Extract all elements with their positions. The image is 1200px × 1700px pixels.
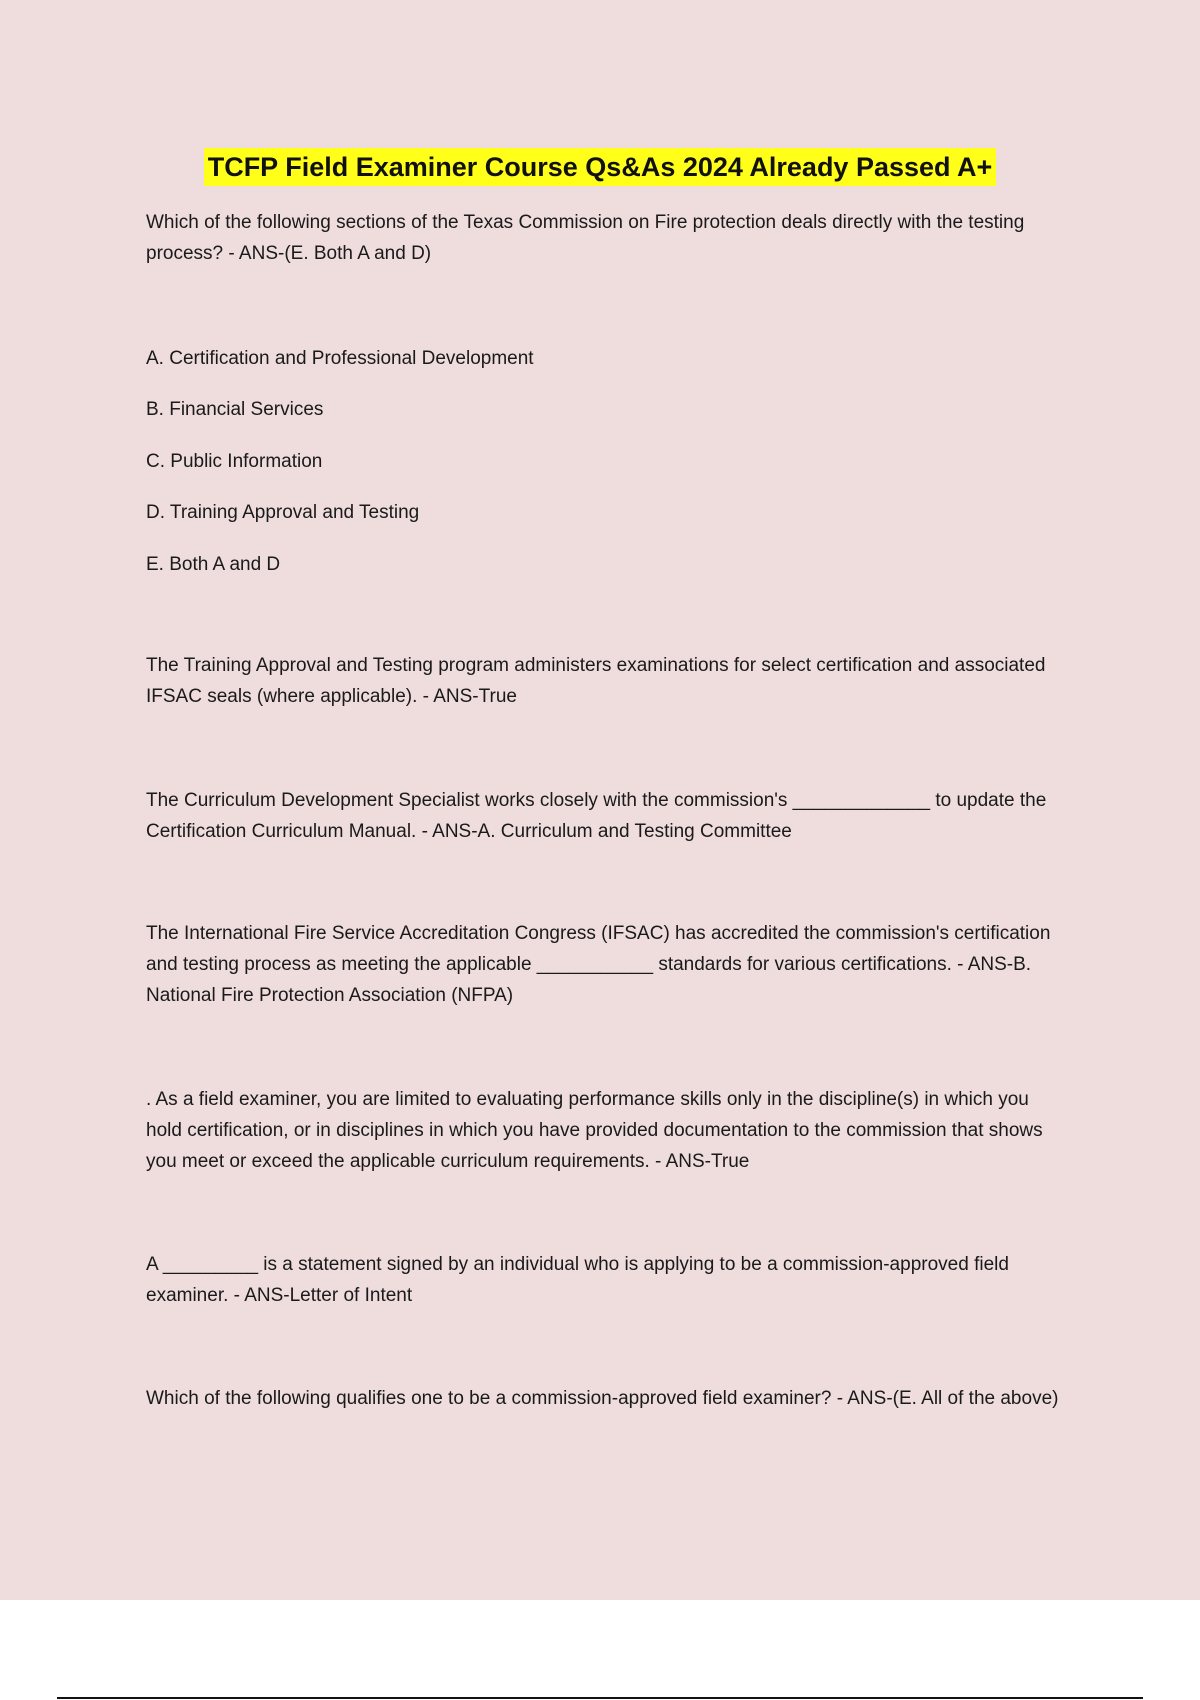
option-d: D. Training Approval and Testing: [146, 502, 420, 523]
title-container: [0, 148, 1200, 186]
option-e: E. Both A and D: [146, 554, 281, 575]
option-c: C. Public Information: [146, 451, 323, 472]
question-6: A _________ is a statement signed by an individual who is applying to be a commission-approved field examiner. - ANS-Letter of Intent: [146, 1254, 1009, 1306]
question-3: The Curriculum Development Specialist works closely with the commission's _____________ to update the Certification Curriculum Manual. - ANS-A. Curriculum and Testing Committee: [146, 790, 1047, 842]
option-a: A. Certification and Professional Development: [146, 348, 534, 369]
question-2: The Training Approval and Testing program administers examinations for select certification and associated IFSAC seals (where applicable). - ANS-True: [146, 655, 1046, 707]
document-title: TCFP Field Examiner Course Qs&As 2024 Already Passed A+: [204, 148, 997, 186]
question-4: The International Fire Service Accreditation Congress (IFSAC) has accredited the commission's certification and testing process as meeting the applicable ___________ standards for various certifications. - ANS-B. National Fire Protection Association (NFPA): [146, 923, 1051, 1006]
footer-divider: [57, 1697, 1143, 1699]
question-7: Which of the following qualifies one to be a commission-approved field examiner? - ANS-(E. All of the above): [146, 1388, 1059, 1409]
question-5: . As a field examiner, you are limited to evaluating performance skills only in the discipline(s) in which you hold certification, or in disciplines in which you have provided documentation to the commission that shows you meet or exceed the applicable curriculum requirements. - ANS-True: [146, 1089, 1043, 1172]
option-b: B. Financial Services: [146, 399, 324, 420]
question-1: Which of the following sections of the Texas Commission on Fire protection deals directly with the testing process? - ANS-(E. Both A and D): [146, 212, 1025, 264]
